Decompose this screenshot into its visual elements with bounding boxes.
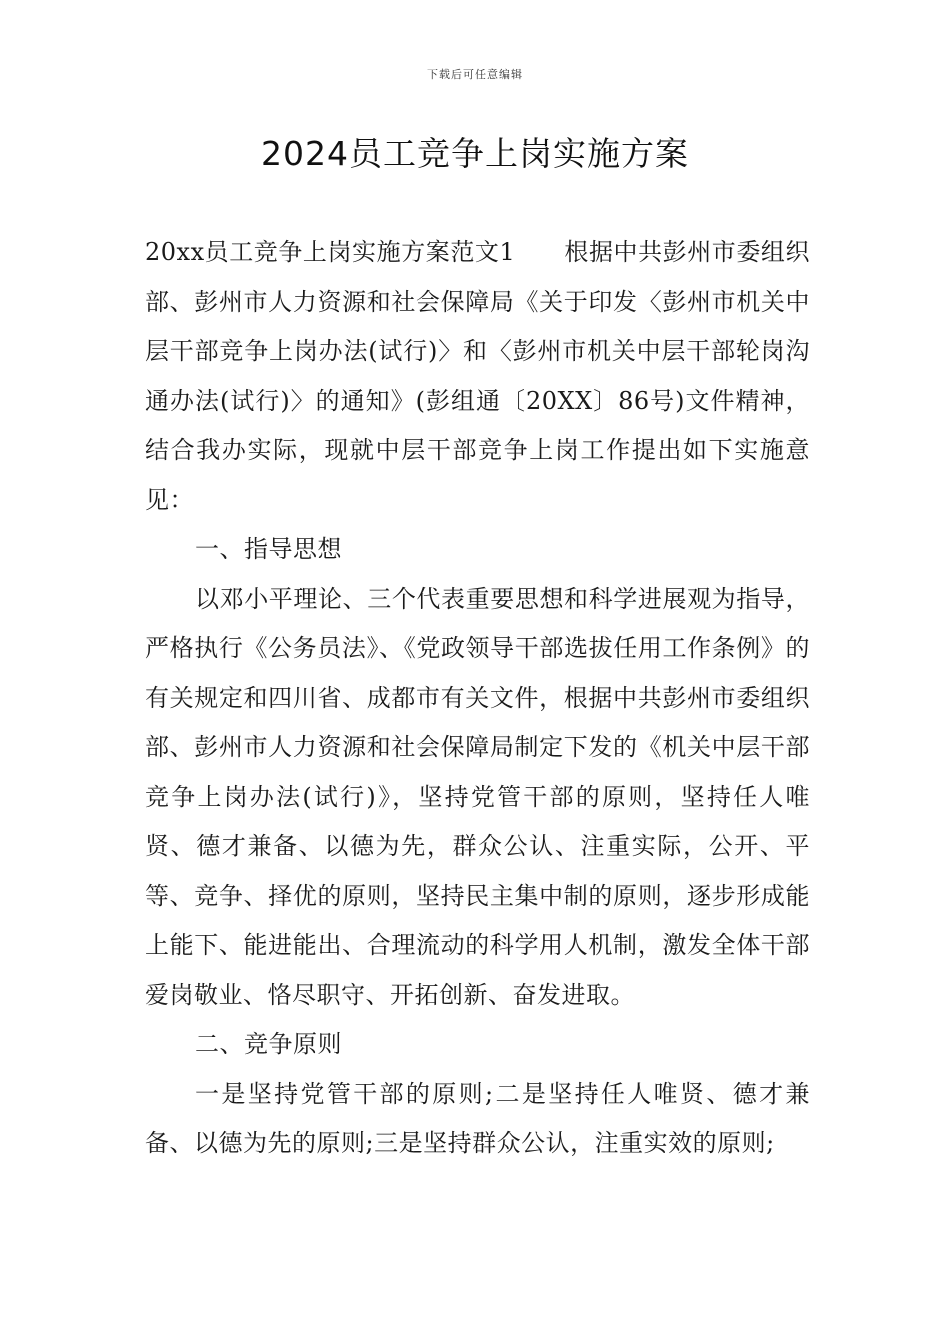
document-body bbox=[145, 228, 810, 1169]
paragraph-guiding-ideology: 以邓小平理论、三个代表重要思想和科学进展观为指导，严格执行《公务员法》、《党政领导干部选拔任用工作条例》的有关规定和四川省、成都市有关文件，根据中共彭州市委组织部、彭州市人力资源和社会保障局制定下发的《机关中层干部竞争上岗办法(试行)》，坚持党管干部的原则，坚持任人唯贤、德才兼备、以德为先，群众公认、注重实际，公开、平等、竞争、择优的原则，坚持民主集中制的原则，逐步形成能上能下、能进能出、合理流动的科学用人机制，激发全体干部爱岗敬业、恪尽职守、开拓创新、奋发进取。 bbox=[145, 584, 810, 1009]
section-heading-competition-principles: 二、竞争原则 bbox=[195, 1030, 342, 1058]
header-note: 下载后可任意编辑 bbox=[427, 68, 523, 81]
paragraph-intro: 20xx员工竞争上岗实施方案范文1 根据中共彭州市委组织部、彭州市人力资源和社会保障局《关于印发〈彭州市机关中层干部竞争上岗办法(试行)〉和〈彭州市机关中层干部轮岗沟通办法(试行)〉的通知》(彭组通〔20XX〕86号)文件精神，结合我办实际，现就中层干部竞争上岗工作提出如下实施意见： bbox=[145, 238, 810, 514]
document-title: 2024员工竞争上岗实施方案 bbox=[261, 134, 689, 173]
section-heading-guiding-ideology: 一、指导思想 bbox=[195, 535, 342, 563]
paragraph-competition-principles: 一是坚持党管干部的原则;二是坚持任人唯贤、德才兼备、以德为先的原则;三是坚持群众公认，注重实效的原则; bbox=[145, 1079, 810, 1157]
